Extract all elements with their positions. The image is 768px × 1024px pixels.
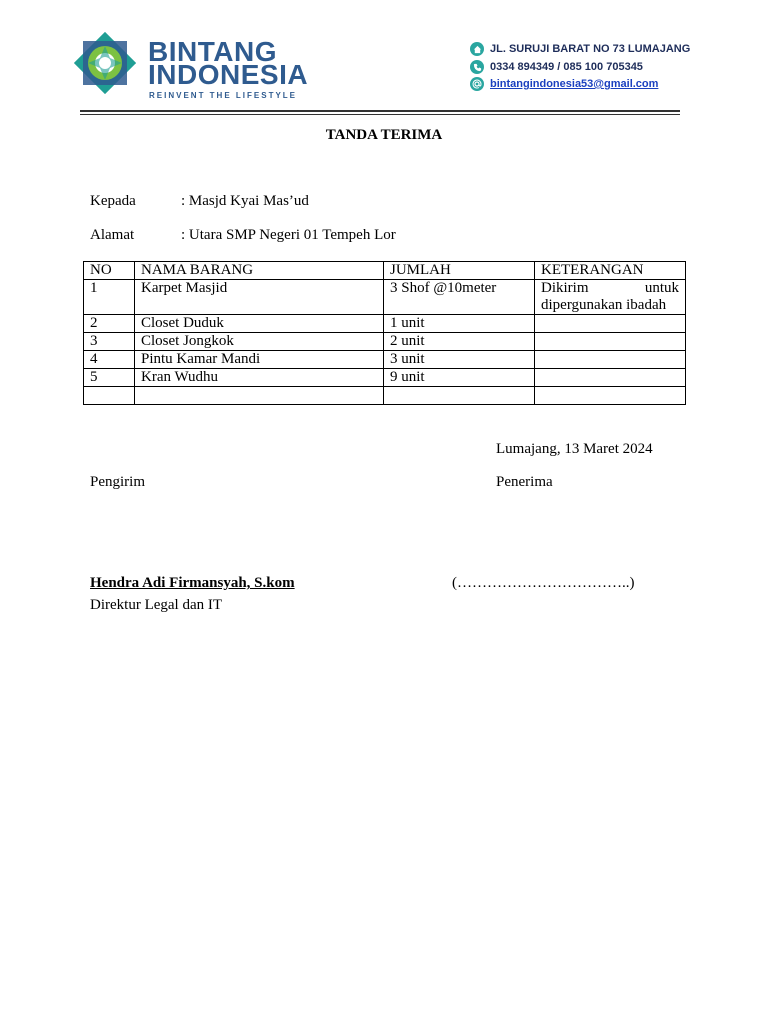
cell-keterangan [535, 315, 686, 333]
sender-position: Direktur Legal dan IT [90, 597, 223, 613]
cell-keterangan [535, 351, 686, 369]
cell-nama-barang [135, 387, 384, 405]
alamat-label: Alamat [90, 227, 135, 243]
home-icon [470, 42, 484, 56]
cell-nama-barang: Karpet Masjid [135, 280, 384, 315]
email-link[interactable]: bintangindonesia53@gmail.com [490, 78, 659, 90]
table-row [84, 333, 686, 351]
table-row [84, 280, 686, 315]
receiver-signature-placeholder: (……………………………..) [452, 575, 635, 591]
brand-tagline: REINVENT THE LIFESTYLE [149, 91, 298, 100]
cell-jumlah: 2 unit [384, 333, 535, 351]
cell-no: 5 [84, 369, 135, 387]
document-date: Lumajang, 13 Maret 2024 [496, 441, 653, 457]
bintang-indonesia-logo [74, 32, 136, 94]
header-jumlah: JUMLAH [384, 262, 535, 280]
cell-keterangan [535, 369, 686, 387]
letterhead-divider-thin [80, 114, 680, 115]
address-row [470, 41, 690, 57]
cell-no: 4 [84, 351, 135, 369]
cell-jumlah: 1 unit [384, 315, 535, 333]
cell-jumlah: 3 unit [384, 351, 535, 369]
table-row [84, 315, 686, 333]
table-header-row [84, 262, 686, 280]
cell-no: 1 [84, 280, 135, 315]
cell-nama-barang: Pintu Kamar Mandi [135, 351, 384, 369]
phone-text: 0334 894349 / 085 100 705345 [490, 61, 643, 73]
cell-nama-barang: Kran Wudhu [135, 369, 384, 387]
phone-icon [470, 60, 484, 74]
alamat-value: : Utara SMP Negeri 01 Tempeh Lor [181, 227, 396, 243]
letterhead-divider [80, 110, 680, 112]
sender-label: Pengirim [90, 474, 145, 490]
at-sign-icon [470, 77, 484, 91]
cell-keterangan [535, 333, 686, 351]
cell-no: 3 [84, 333, 135, 351]
header-keterangan: KETERANGAN [535, 262, 686, 280]
cell-no: 2 [84, 315, 135, 333]
items-table [83, 261, 686, 405]
sender-name: Hendra Adi Firmansyah, S.kom [90, 575, 295, 591]
kepada-value: : Masjd Kyai Mas’ud [181, 193, 309, 209]
table-row-empty [84, 387, 686, 405]
cell-jumlah: 3 Shof @10meter [384, 280, 535, 315]
brand-name-line2: INDONESIA [148, 59, 309, 90]
document-title: TANDA TERIMA [325, 127, 443, 143]
cell-nama-barang: Closet Duduk [135, 315, 384, 333]
cell-nama-barang: Closet Jongkok [135, 333, 384, 351]
cell-no [84, 387, 135, 405]
cell-keterangan [535, 387, 686, 405]
brand-name-line1: BINTANG [148, 36, 277, 67]
header-no: NO [84, 262, 135, 280]
email-row [470, 76, 658, 92]
phone-row [470, 59, 643, 75]
receiver-label: Penerima [496, 474, 553, 490]
cell-jumlah: 9 unit [384, 369, 535, 387]
table-row [84, 369, 686, 387]
table-row [84, 351, 686, 369]
header-nama-barang: NAMA BARANG [135, 262, 384, 280]
address-text: JL. SURUJI BARAT NO 73 LUMAJANG [490, 43, 691, 55]
cell-keterangan: Dikirim untuk dipergunakan ibadah [535, 280, 686, 315]
cell-jumlah [384, 387, 535, 405]
kepada-label: Kepada [90, 193, 136, 209]
